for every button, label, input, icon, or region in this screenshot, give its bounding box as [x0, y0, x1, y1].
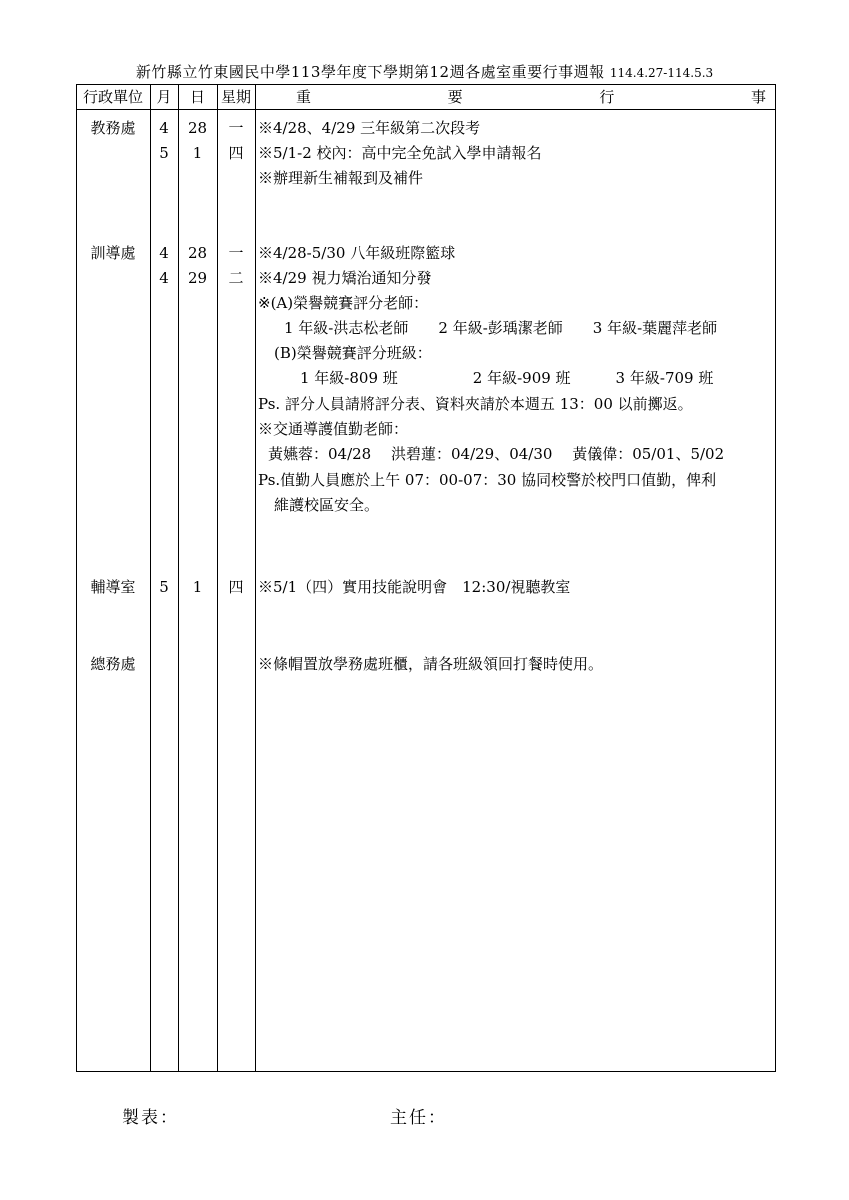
- event-line: ※4/29 視力矯治通知分發: [258, 269, 432, 287]
- header-month: 月: [156, 88, 172, 106]
- event-line: ※4/28-5/30 八年級班際籃球: [258, 244, 456, 262]
- header-unit: 行政單位: [82, 88, 143, 106]
- unit-counseling-office: 輔導室: [90, 578, 136, 596]
- header-events: [296, 86, 766, 108]
- weekday-cell: 一: [228, 119, 244, 137]
- title-text: 新竹縣立竹東國民中學113學年度下學期第12週各處室重要行事週報: [135, 63, 605, 81]
- header-events-char: 重: [296, 88, 312, 106]
- day-cell: 1: [192, 578, 203, 596]
- weekday-cell: 二: [228, 269, 244, 287]
- header-weekday: 星期: [220, 88, 251, 106]
- month-cell: 4: [159, 269, 169, 287]
- month-cell: 5: [159, 578, 169, 596]
- day-cell: 1: [192, 144, 203, 162]
- event-line: ※(A)榮譽競賽評分老師：: [258, 294, 429, 312]
- event-line: 維護校區安全。: [274, 496, 380, 514]
- month-cell: 5: [159, 144, 169, 162]
- month-cell: 4: [159, 244, 169, 262]
- header-events-char: 要: [447, 88, 463, 106]
- director-label: 主任：: [390, 1108, 447, 1128]
- event-line: 1 年級-809 班 2 年級-909 班 3 年級-709 班: [300, 369, 714, 387]
- event-line: ※5/1-2 校內：高中完全免試入學申請報名: [258, 144, 542, 162]
- header-divider: [76, 109, 776, 110]
- unit-student-affairs: 訓導處: [90, 244, 136, 262]
- unit-general-affairs: 總務處: [90, 655, 136, 673]
- weekday-cell: 一: [228, 244, 244, 262]
- date-range: 114.4.27-114.5.3: [609, 66, 714, 80]
- event-line: 1 年級-洪志松老師 2 年級-彭瑀潔老師 3 年級-葉麗萍老師: [284, 319, 718, 337]
- event-line: Ps. 評分人員請將評分表、資料夾請於本週五 13：00 以前擲返。: [258, 395, 693, 413]
- header-day: 日: [189, 88, 205, 106]
- document-title: [0, 61, 849, 82]
- maker-label: 製表：: [122, 1108, 179, 1128]
- event-line: ※條帽置放學務處班櫃，請各班級領回打餐時使用。: [258, 655, 604, 673]
- day-cell: 28: [187, 119, 208, 137]
- event-line: (B)榮譽競賽評分班級：: [274, 344, 432, 362]
- day-cell: 28: [187, 244, 208, 262]
- event-line: 黃嬿蓉：04/28 洪碧蓮：04/29、04/30 黃儀偉：05/01、5/02: [268, 445, 725, 463]
- day-cell: 29: [187, 269, 208, 287]
- column-divider: [255, 84, 256, 1072]
- event-line: Ps.值勤人員應於上午 07：00-07：30 協同校警於校門口值勤，俾利: [258, 471, 717, 489]
- weekday-cell: 四: [228, 144, 244, 162]
- unit-academic-affairs: 教務處: [90, 119, 136, 137]
- event-line: ※4/28、4/29 三年級第二次段考: [258, 119, 481, 137]
- event-line: ※辦理新生補報到及補件: [258, 169, 424, 187]
- header-events-char: 行: [599, 88, 615, 106]
- event-line: ※交通導護值勤老師：: [258, 420, 409, 438]
- event-line: ※5/1（四）實用技能說明會 12:30/視聽教室: [258, 578, 571, 596]
- month-cell: 4: [159, 119, 169, 137]
- header-events-char: 事: [750, 88, 766, 106]
- weekday-cell: 四: [228, 578, 244, 596]
